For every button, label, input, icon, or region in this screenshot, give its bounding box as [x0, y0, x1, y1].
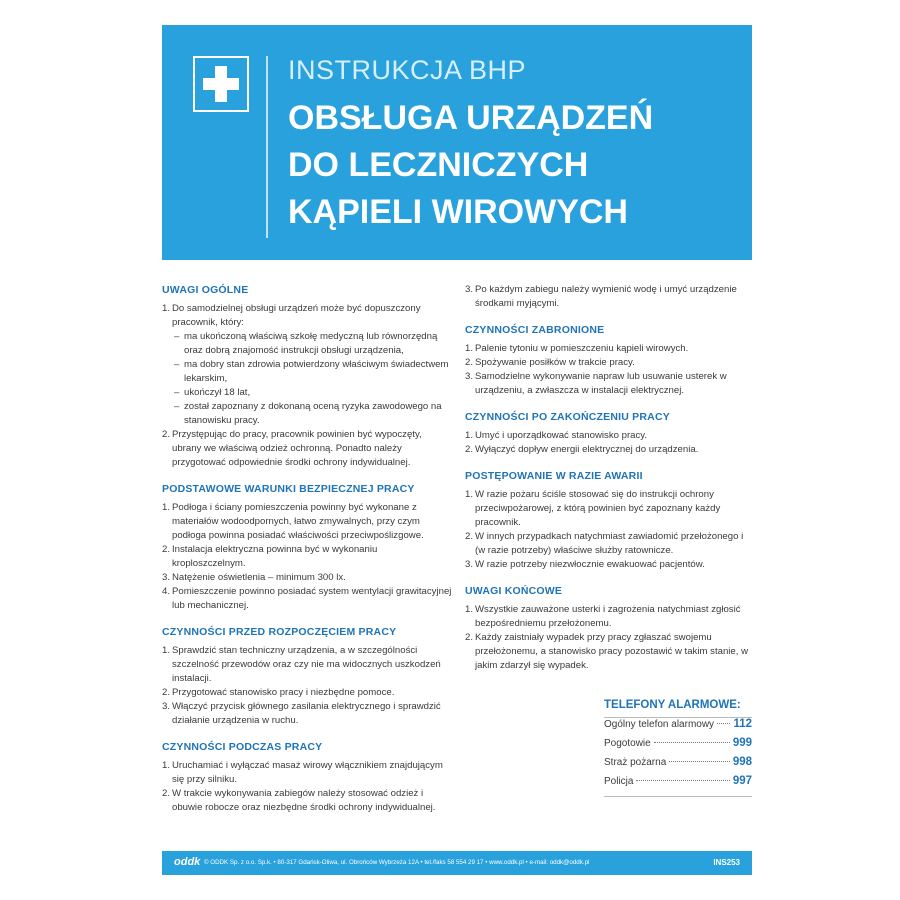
list-item: 1. Podłoga i ściany pomieszczenia powinny być wykonane z materiałów wodoodpornych, łatwo zmywalnych, przy czym podłoga powinna posiadać właściwości przeciwpoślizgowe. — [162, 502, 424, 541]
list-item: 2. W trakcie wykonywania zabiegów należy stosować odzież i obuwie robocze oraz niezbędne środki ochrony indywidualnej. — [162, 788, 436, 813]
list-item: 3. Samodzielne wykonywanie napraw lub usuwanie usterek w urządzeniu, a zwłaszcza w instalacji elektrycznej. — [465, 371, 727, 396]
list-item: 2. Przystępując do pracy, pracownik powinien być wypoczęty, ubrany we właściwą odzież ochronną. Ponadto należy przygotować odpowiednie środki ochrony indywidualnej. — [162, 429, 422, 468]
section-heading: CZYNNOŚCI PO ZAKOŃCZENIU PRACY — [465, 411, 670, 423]
list-item: 2. Spożywanie posiłków w trakcie pracy. — [465, 357, 635, 368]
list-item: 1. Do samodzielnej obsługi urządzeń może być dopuszczony pracownik, który: – ma ukończoną właściwą szkołę medyczną lub równorzędną oraz dobrą znajomość instrukcji obsługi urządzenia, – ma dobry stan zdrowia potwierdzony właściwym świadectwem lekarskim, – ukończył 18 lat, – został zapoznany z dokonaną oceną ryzyka zawodowego na stanowisku pracy. — [172, 302, 452, 428]
list-item: 3. Natężenie oświetlenia – minimum 300 lx. — [162, 572, 346, 583]
first-aid-cross-icon — [193, 56, 249, 112]
section-during-work-continued — [465, 283, 752, 311]
list-item: 1. Sprawdzić stan techniczny urządzenia, a w szczególności szczelność przewodów oraz czy nie ma widocznych uszkodzeń instalacji. — [162, 645, 441, 684]
phone-row: Policja 997 — [604, 775, 752, 787]
section-after-work — [465, 410, 752, 457]
header-divider — [266, 56, 268, 238]
section-emergency-procedure — [465, 469, 752, 572]
dash-item: – został zapoznany z dokonaną oceną ryzyka zawodowego na stanowisku pracy. — [184, 400, 452, 428]
emergency-phones — [604, 699, 752, 797]
section-heading: CZYNNOŚCI ZABRONIONE — [465, 324, 605, 336]
phone-row: Pogotowie 999 — [604, 737, 752, 749]
phone-row: Straż pożarna 998 — [604, 756, 752, 768]
list-item: 1. Wszystkie zauważone usterki i zagrożenia natychmiast zgłosić bezpośredniemu przełożonemu. — [465, 604, 741, 629]
document-type: INSTRUKCJA BHP — [288, 55, 527, 85]
title-line: OBSŁUGA URZĄDZEŃ — [288, 99, 654, 137]
footer-bar — [162, 851, 752, 875]
section-heading: CZYNNOŚCI PODCZAS PRACY — [162, 741, 323, 753]
title-line: DO LECZNICZYCH — [288, 146, 589, 184]
phone-row: Ogólny telefon alarmowy 112 — [604, 718, 752, 730]
section-basic-safety-conditions — [162, 482, 452, 613]
section-heading: POSTĘPOWANIE W RAZIE AWARII — [465, 470, 643, 482]
list-item: 2. Wyłączyć dopływ energii elektrycznej do urządzenia. — [465, 444, 699, 455]
section-heading: UWAGI OGÓLNE — [162, 284, 249, 296]
document-title — [288, 95, 738, 236]
section-heading: PODSTAWOWE WARUNKI BEZPIECZNEJ PRACY — [162, 483, 415, 495]
section-during-work — [162, 740, 452, 815]
list-item: 3. Włączyć przycisk głównego zasilania elektrycznego i sprawdzić działanie urządzenia w ruchu. — [162, 701, 441, 726]
left-column — [162, 283, 452, 827]
list-item: 2. W innych przypadkach natychmiast zawiadomić przełożonego i (w razie potrzeby) właściwe służby ratownicze. — [465, 531, 744, 556]
section-heading: UWAGI KOŃCOWE — [465, 585, 563, 597]
publisher-logo: oddk — [174, 856, 201, 868]
list-item: 3. W razie potrzeby niezwłocznie ewakuować pacjentów. — [465, 559, 705, 570]
phones-heading: TELEFONY ALARMOWE: — [604, 699, 741, 711]
list-item: 2. Instalacja elektryczna powinna być w wykonaniu kroploszczelnym. — [162, 544, 378, 569]
section-general-notes — [162, 283, 452, 470]
list-item: 1. W razie pożaru ściśle stosować się do instrukcji ochrony przeciwpożarowej, z którą powinien być zapoznany każdy pracownik. — [465, 489, 721, 528]
publisher-contact: © ODDK Sp. z o.o. Sp.k. • 80-317 Gdańsk-Oliwa, ul. Obrońców Wybrzeża 12A • tel./faks 58 554 29 17 • www.oddk.pl • e-mail: oddk@oddk.pl — [204, 859, 590, 866]
right-column — [465, 283, 752, 685]
dash-item: – ma dobry stan zdrowia potwierdzony właściwym świadectwem lekarskim, — [184, 358, 452, 386]
instruction-sheet — [162, 25, 752, 875]
section-before-work — [162, 625, 452, 728]
list-item: 1. Palenie tytoniu w pomieszczeniu kąpieli wirowych. — [465, 343, 689, 354]
document-code: INS253 — [713, 858, 740, 867]
section-final-notes — [465, 584, 752, 673]
list-item: 2. Przygotować stanowisko pracy i niezbędne pomoce. — [162, 687, 395, 698]
section-forbidden-actions — [465, 323, 752, 398]
header-banner — [162, 25, 752, 260]
title-line: KĄPIELI WIROWYCH — [288, 193, 628, 231]
list-item: 4. Pomieszczenie powinno posiadać system wentylacji grawitacyjnej lub mechanicznej. — [162, 586, 452, 611]
section-heading: CZYNNOŚCI PRZED ROZPOCZĘCIEM PRACY — [162, 626, 397, 638]
list-item: 3. Po każdym zabiegu należy wymienić wodę i umyć urządzenie środkami myjącymi. — [465, 284, 737, 309]
list-item: 1. Uruchamiać i wyłączać masaż wirowy włącznikiem znajdującym się przy silniku. — [162, 760, 443, 785]
list-item: 1. Umyć i uporządkować stanowisko pracy. — [465, 430, 648, 441]
dash-item: – ma ukończoną właściwą szkołę medyczną lub równorzędną oraz dobrą znajomość instrukcji obsługi urządzenia, — [184, 330, 452, 358]
dash-item: – ukończył 18 lat, — [184, 386, 452, 400]
list-item: 2. Każdy zaistniały wypadek przy pracy zgłaszać swojemu przełożonemu, a stanowisko pracy pozostawić w takim stanie, w jakim zdarzył się wypadek. — [465, 632, 749, 671]
